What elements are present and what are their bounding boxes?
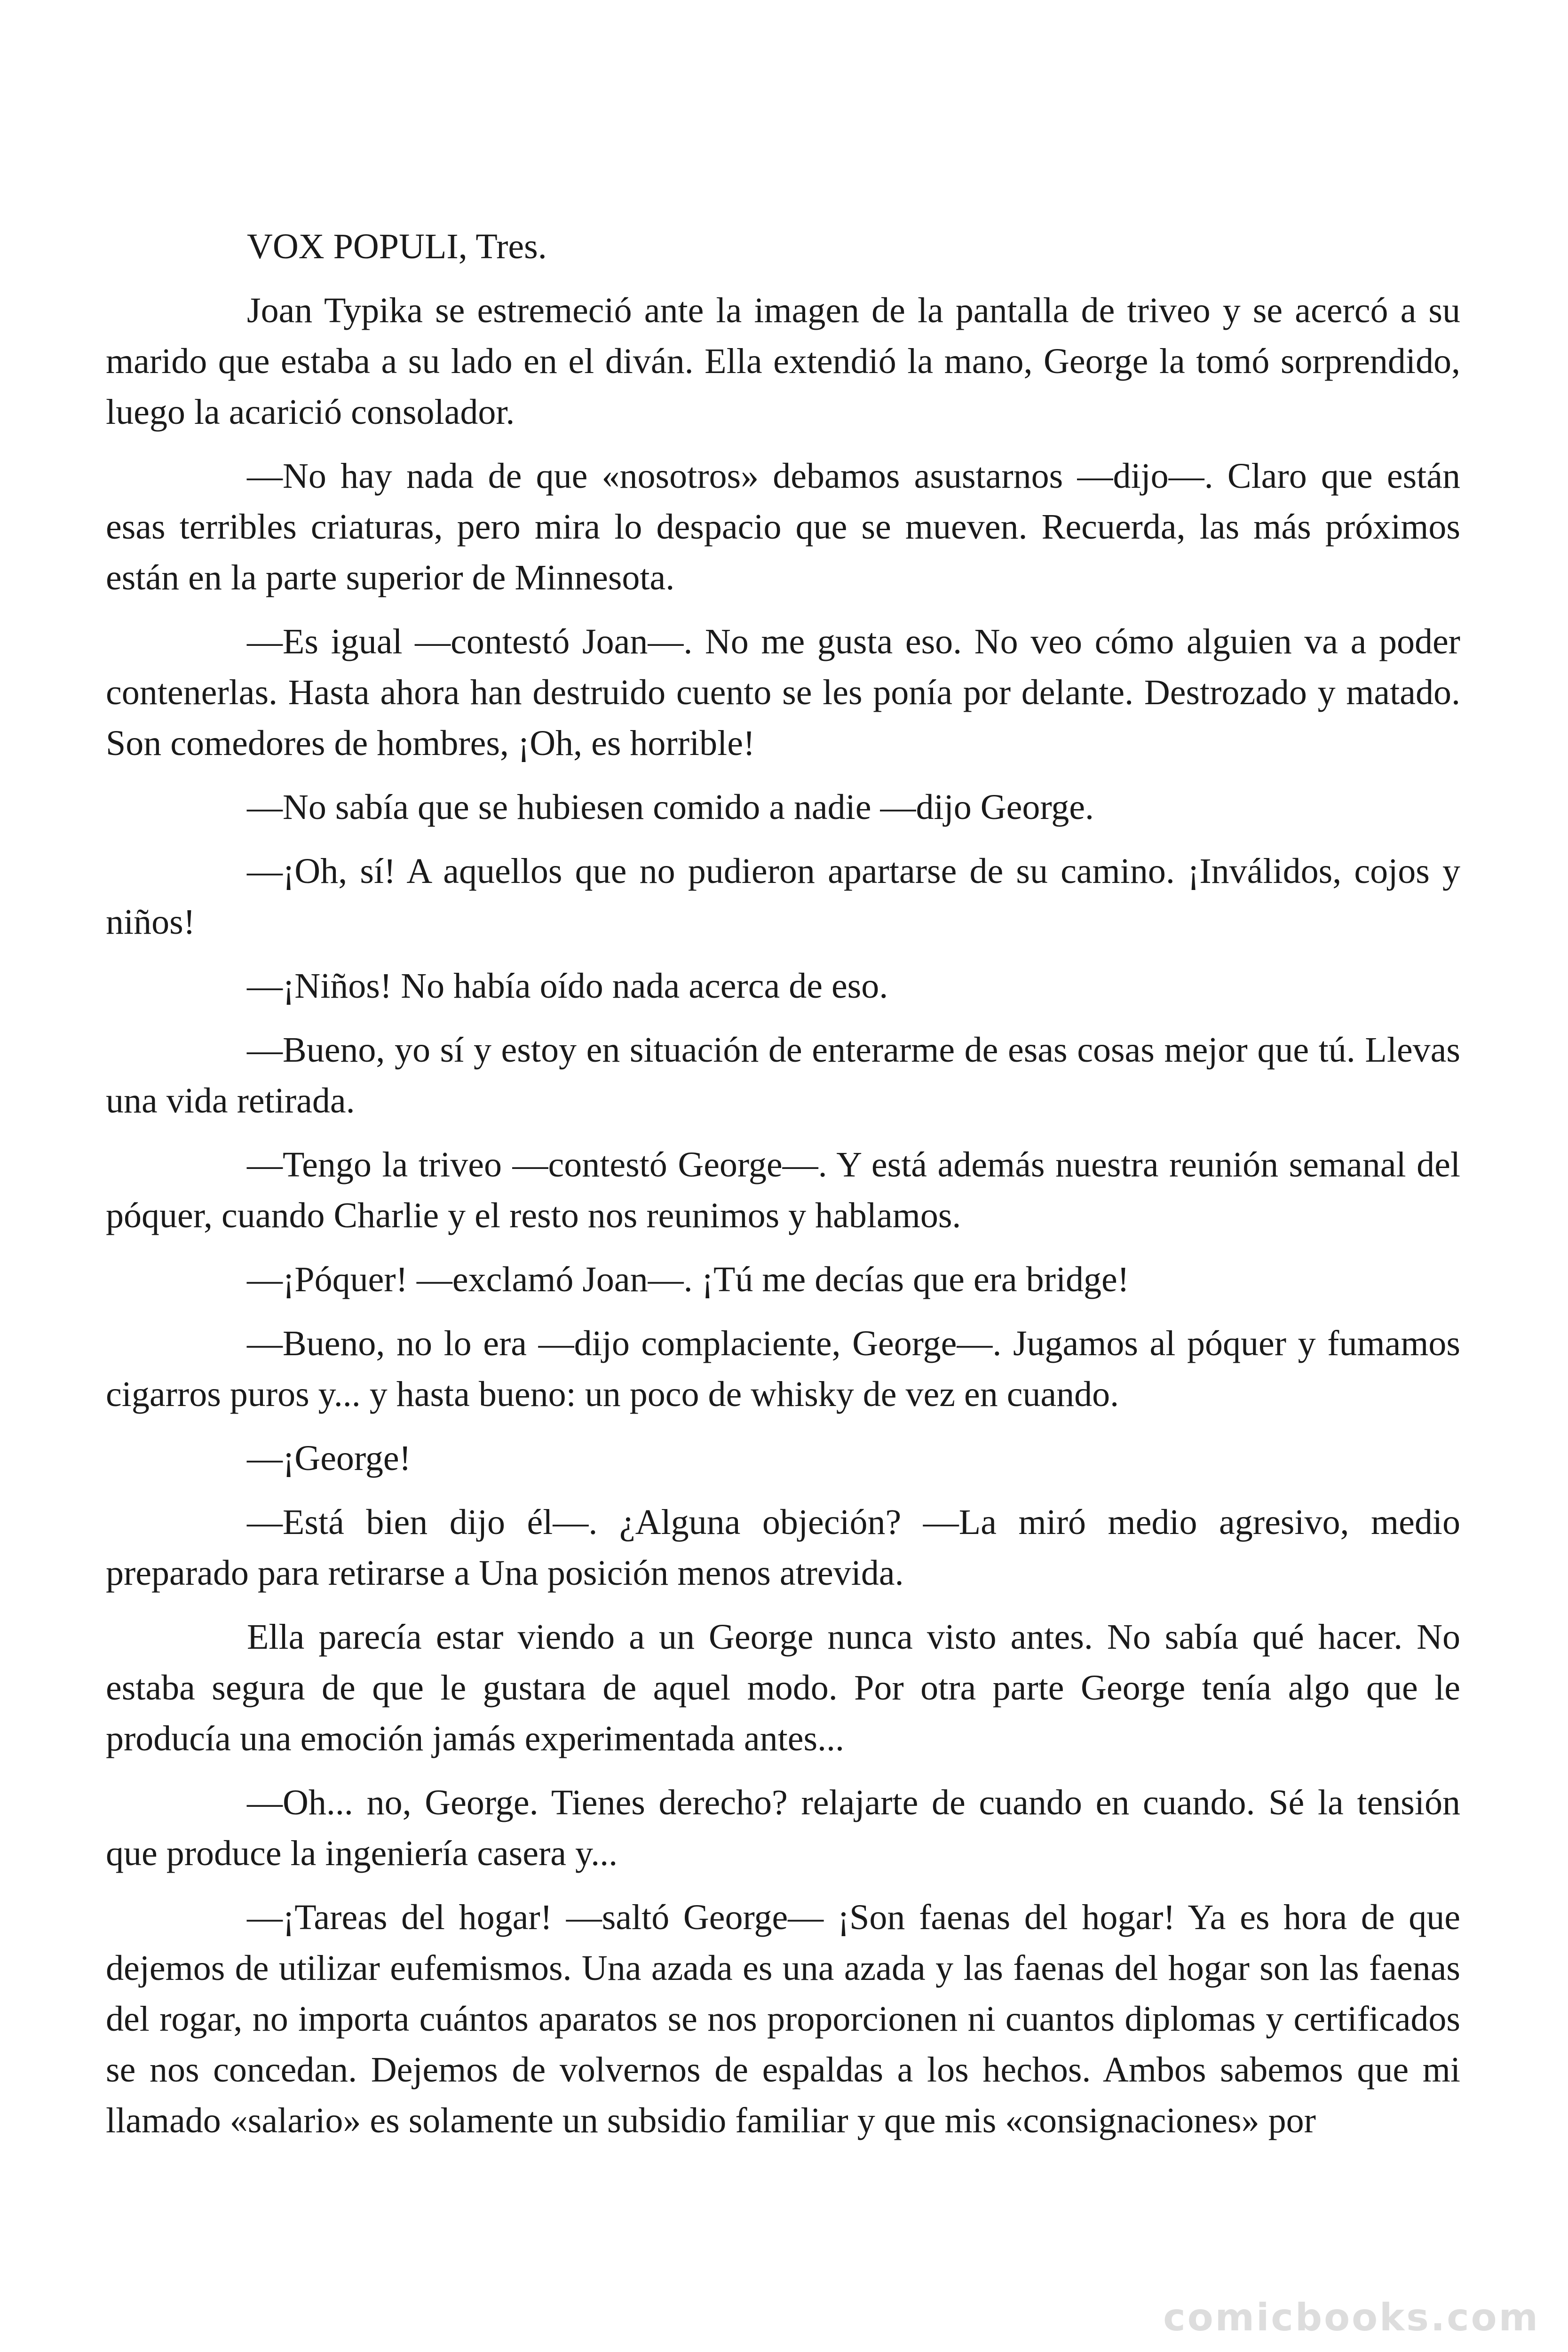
watermark: comicbooks.com <box>1163 2296 1540 2339</box>
paragraph: Ella parecía estar viendo a un George nunca visto antes. No sabía qué hacer. No estaba segura de que le gustara de aquel modo. Por otra parte George tenía algo que le producía una emoción jamás experimentada antes... <box>106 1617 1460 1758</box>
paragraph: —No hay nada de que «nosotros» debamos asustarnos —dijo—. Claro que están esas terribles criaturas, pero mira lo despacio que se mueven. Recuerda, las más próximos están en la parte superior de Minnesota. <box>106 456 1460 597</box>
paragraph: —Es igual —contestó Joan—. No me gusta eso. No veo cómo alguien va a poder contenerlas. Hasta ahora han destruido cuento se les ponía por delante. Destrozado y matado. Son comedores de hombres, ¡Oh, es horrible! <box>106 622 1460 763</box>
paragraph: —No sabía que se hubiesen comido a nadie —dijo George. <box>247 787 1094 827</box>
paragraph: —¡George! <box>247 1438 411 1478</box>
paragraph: —¡Niños! No había oído nada acerca de eso. <box>247 966 888 1006</box>
paragraph: —Oh... no, George. Tienes derecho? relajarte de cuando en cuando. Sé la tensión que produce la ingeniería casera y... <box>106 1783 1460 1873</box>
section-heading: VOX POPULI, Tres. <box>247 227 547 266</box>
paragraph: —¡Oh, sí! A aquellos que no pudieron apartarse de su camino. ¡Inválidos, cojos y niños! <box>106 851 1460 942</box>
paragraph: —Bueno, yo sí y estoy en situación de enterarme de esas cosas mejor que tú. Llevas una vida retirada. <box>106 1030 1460 1120</box>
paragraph: —Bueno, no lo era —dijo complaciente, George—. Jugamos al póquer y fumamos cigarros puros y... y hasta bueno: un poco de whisky de vez en cuando. <box>106 1324 1460 1414</box>
page-text <box>106 221 1460 2159</box>
paragraph: —Está bien dijo él—. ¿Alguna objeción? —La miró medio agresivo, medio preparado para retirarse a Una posición menos atrevida. <box>106 1502 1460 1593</box>
paragraph: —Tengo la triveo —contestó George—. Y está además nuestra reunión semanal del póquer, cuando Charlie y el resto nos reunimos y hablamos. <box>106 1145 1460 1235</box>
paragraph: Joan Typika se estremeció ante la imagen de la pantalla de triveo y se acercó a su marido que estaba a su lado en el diván. Ella extendió la mano, George la tomó sorprendido, luego la acarició consolador. <box>106 291 1460 432</box>
paragraph: —¡Tareas del hogar! —saltó George— ¡Son faenas del hogar! Ya es hora de que dejemos de utilizar eufemismos. Una azada es una azada y las faenas del hogar son las faenas del rogar, no importa cuántos aparatos se nos proporcionen ni cuantos diplomas y certificados se nos concedan. Dejemos de volvernos de espaldas a los hechos. Ambos sabemos que mi llamado «salario» es solamente un subsidio familiar y que mis «consignaciones» por <box>106 1898 1460 2140</box>
paragraph: —¡Póquer! —exclamó Joan—. ¡Tú me decías que era bridge! <box>247 1260 1130 1299</box>
